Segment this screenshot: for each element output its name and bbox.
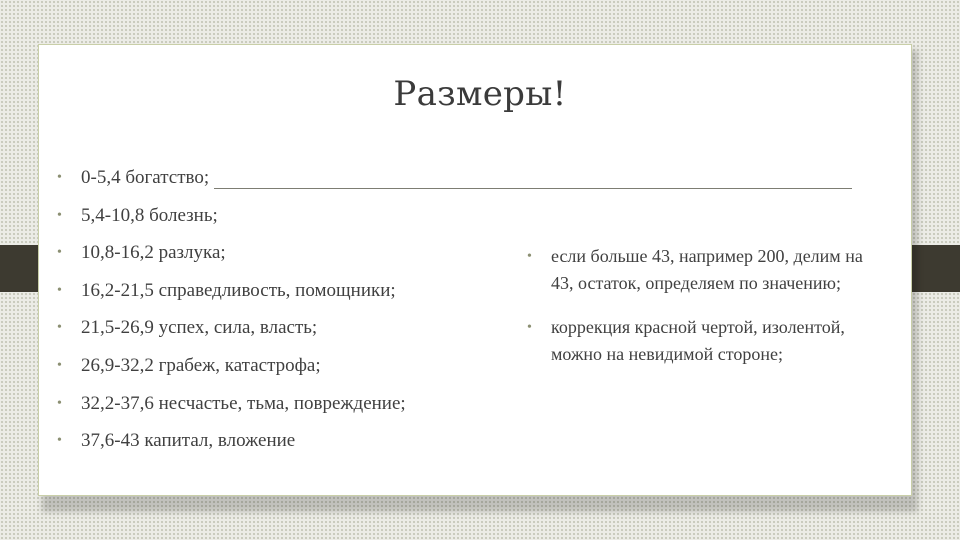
bullet-dot-icon: • bbox=[57, 357, 62, 373]
list-item-text: 5,4-10,8 болезнь; bbox=[81, 204, 218, 226]
list-item-text: 37,6-43 капитал, вложение bbox=[81, 430, 296, 452]
list-item bbox=[57, 202, 406, 240]
list-item-text: 21,5-26,9 успех, сила, власть; bbox=[81, 317, 318, 339]
list-item bbox=[57, 164, 406, 202]
list-item-text: если больше 43, например 200, делим на 43, остаток, определяем по значению; bbox=[551, 246, 863, 293]
bullet-dot-icon: • bbox=[527, 249, 532, 264]
list-item bbox=[527, 243, 887, 297]
list-item bbox=[57, 277, 406, 315]
bullet-dot-icon: • bbox=[57, 395, 62, 411]
list-item bbox=[527, 314, 887, 368]
list-item-text: 0-5,4 богатство; bbox=[81, 167, 210, 188]
bullet-dot-icon: • bbox=[527, 320, 532, 335]
list-item bbox=[57, 352, 406, 390]
list-item bbox=[57, 314, 406, 352]
right-bullet-list bbox=[527, 243, 887, 385]
bullet-dot-icon: • bbox=[57, 170, 62, 185]
bullet-dot-icon: • bbox=[57, 207, 62, 223]
left-bullet-list bbox=[57, 164, 406, 465]
bullet-dot-icon: • bbox=[57, 282, 62, 298]
bullet-dot-icon: • bbox=[57, 245, 62, 261]
list-item-text: 16,2-21,5 справедливость, помощники; bbox=[81, 279, 396, 301]
list-item-text: 10,8-16,2 разлука; bbox=[81, 242, 226, 264]
list-item bbox=[57, 390, 406, 428]
list-item-text: 32,2-37,6 несчастье, тьма, повреждение; bbox=[81, 392, 406, 414]
list-item bbox=[57, 239, 406, 277]
list-item-text: 26,9-32,2 грабеж, катастрофа; bbox=[81, 354, 321, 376]
slide-title: Размеры! bbox=[393, 74, 567, 114]
bullet-dot-icon: • bbox=[57, 433, 62, 449]
list-item bbox=[57, 427, 406, 465]
list-item-text: коррекция красной чертой, изолентой, можно на невидимой стороне; bbox=[551, 317, 845, 364]
bullet-dot-icon: • bbox=[57, 320, 62, 336]
